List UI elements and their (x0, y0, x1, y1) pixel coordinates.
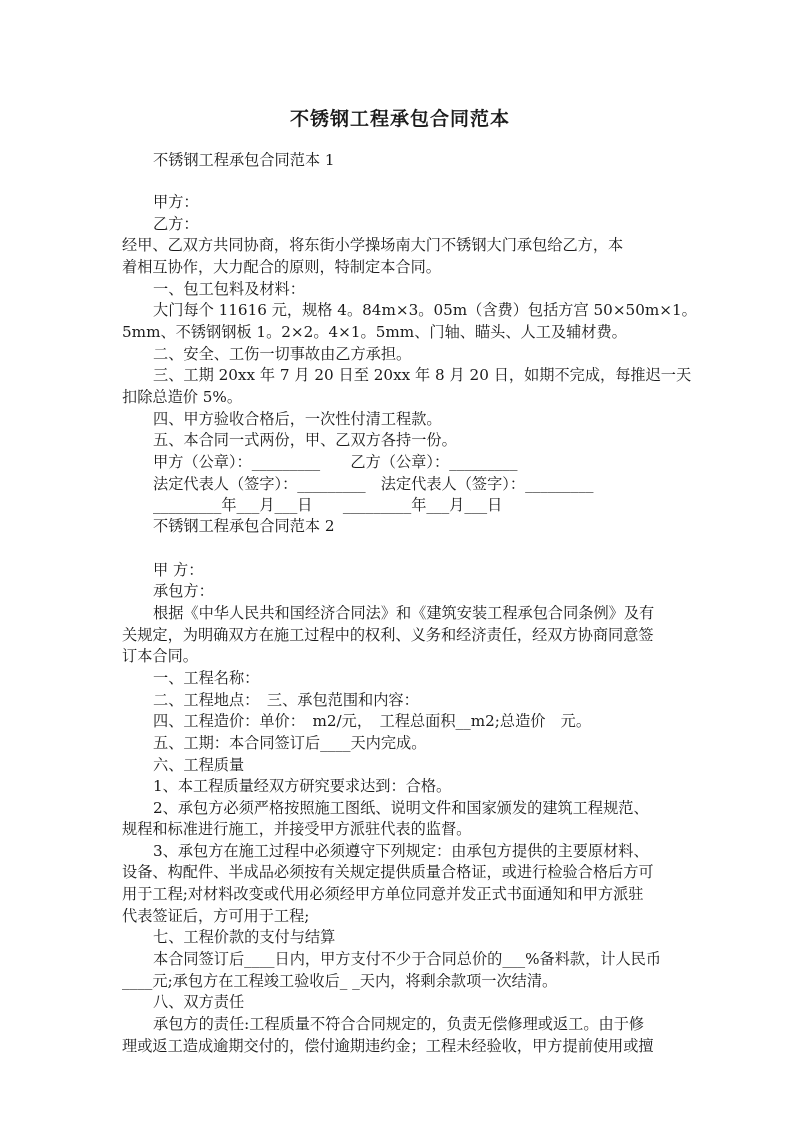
text-line: 扣除总造价 5%。 (122, 388, 243, 406)
text-line: 二、安全、工伤一切事故由乙方承担。 (153, 345, 412, 363)
text-line: 乙方： (153, 215, 199, 233)
text-line: 用于工程;对材料改变或代用必须经甲方单位同意并发正式书面通知和甲方派驻 (122, 885, 644, 903)
text-line: 大门每个 11616 元，规格 4。84m×3。05m（含费）包括方宫 50×50m×1。 (153, 301, 697, 319)
text-line: 5mm、不锈钢钢板 1。2×2。4×1。5mm、门轴、瞄头、人工及辅材费。 (122, 323, 627, 341)
text-line: 五、本合同一式两份，甲、乙双方各持一份。 (153, 431, 457, 449)
text-line: 1、本工程质量经双方研究要求达到：合格。 (153, 777, 452, 795)
text-line: 设备、构配件、半成品必须按有关规定提供质量合格证，或进行检验合格后方可 (122, 863, 654, 881)
text-line: 着相互协作，大力配合的原则，特制定本合同。 (122, 258, 441, 276)
text-line: 3、承包方在施工过程中必须遵守下列规定：由承包方提供的主要原材料、 (153, 842, 649, 860)
text-line: 2、承包方必须严格按照施工图纸、说明文件和国家颁发的建筑工程规范、 (153, 799, 649, 817)
text-line: 甲方（公章）：_________ 乙方（公章）：_________ (153, 453, 518, 471)
text-line: 关规定，为明确双方在施工过程中的权利、义务和经济责任，经双方协商同意签 (122, 626, 654, 644)
text-line: 承包方的责任:工程质量不符合合同规定的，负责无偿修理或返工。由于修 (153, 1015, 645, 1033)
text-line: 规程和标准进行施工，并接受甲方派驻代表的监督。 (122, 820, 472, 838)
text-line: 本合同签订后____日内，甲方支付不少于合同总价的___%备料款，计人民币 (153, 950, 662, 968)
text-line: 三、工期 20xx 年 7 月 20 日至 20xx 年 8 月 20 日，如期不完成，每推迟一天 (153, 366, 692, 384)
text-line: 五、工期：本合同签订后____天内完成。 (153, 734, 427, 752)
text-line: 六、工程质量 (153, 756, 245, 774)
text-line: 订本合同。 (122, 647, 198, 665)
text-line: 一、工程名称： (153, 669, 260, 687)
text-line: 七、工程价款的支付与结算 (153, 928, 336, 946)
document-title: 不锈钢工程承包合同范本 (289, 108, 510, 130)
text-line: ____元;承包方在工程竣工验收后_ _天内，将剩余款项一次结清。 (122, 972, 558, 990)
text-line: 一、包工包料及材料： (153, 280, 305, 298)
text-line: 经甲、乙双方共同协商，将东街小学操场南大门不锈钢大门承包给乙方，本 (122, 236, 624, 254)
text-line: 不锈钢工程承包合同范本 2 (153, 517, 335, 535)
text-line: 理或返工造成逾期交付的，偿付逾期违约金；工程未经验收，甲方提前使用或擅 (122, 1037, 654, 1055)
text-line: _________年___月___日 _________年___月___日 (153, 496, 503, 514)
text-line: 承包方： (153, 582, 214, 600)
text-line: 甲 方： (153, 561, 204, 579)
text-line: 根据《中华人民共和国经济合同法》和《建筑安装工程承包合同条例》及有 (153, 604, 655, 622)
text-line: 甲方： (153, 193, 199, 211)
text-line: 四、甲方验收合格后，一次性付清工程款。 (153, 410, 442, 428)
text-line: 代表签证后，方可用于工程; (122, 907, 310, 925)
text-line: 八、双方责任 (153, 993, 245, 1011)
text-line: 不锈钢工程承包合同范本 1 (153, 151, 335, 169)
text-line: 法定代表人（签字）：_________ 法定代表人（签字）：_________ (153, 475, 594, 493)
text-line: 四、工程造价：单价： m2/元， 工程总面积__m2;总造价 元。 (153, 712, 592, 730)
text-line: 二、工程地点： 三、承包范围和内容： (153, 691, 419, 709)
